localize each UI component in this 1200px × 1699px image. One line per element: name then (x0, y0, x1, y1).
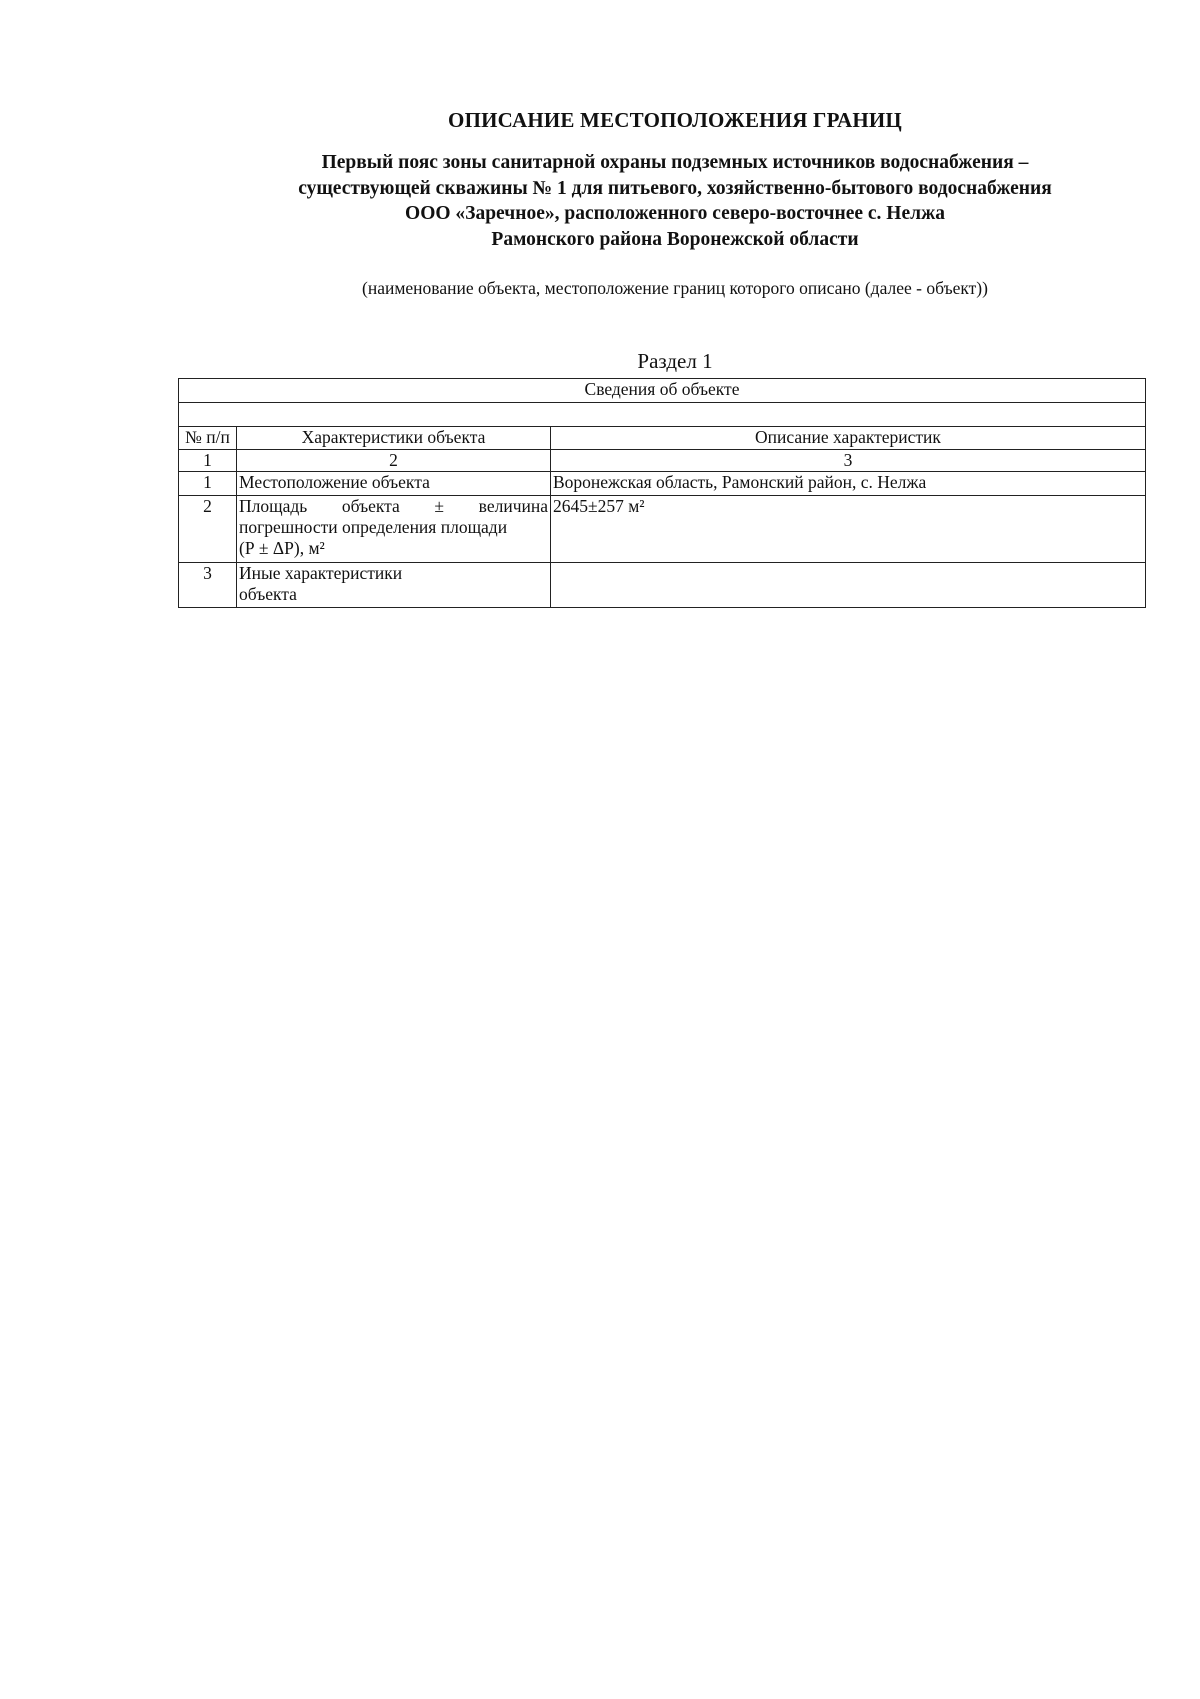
subtitle-line: ООО «Заречное», расположенного северо-восточнее с. Нелжа (405, 203, 945, 224)
table-header-row (179, 379, 1146, 403)
table-header: Сведения об объекте (179, 379, 1146, 403)
object-info-table (178, 378, 1146, 608)
column-index: 3 (551, 450, 1146, 472)
row-characteristic (237, 496, 551, 563)
column-header-characteristic: Характеристики объекта (237, 427, 551, 450)
column-header-num: № п/п (179, 427, 237, 450)
characteristic-line: Местоположение объекта (239, 472, 430, 492)
row-description: Воронежская область, Рамонский район, с. Нелжа (551, 472, 1146, 496)
row-num: 1 (179, 472, 237, 496)
characteristic-line: погрешности определения площади (239, 517, 508, 537)
subtitle-line: Первый пояс зоны санитарной охраны подземных источников водоснабжения – (321, 152, 1029, 173)
column-index: 2 (237, 450, 551, 472)
table-blank-cell (179, 403, 1146, 427)
characteristic-line: Площадь объекта ± величина (239, 496, 548, 516)
row-characteristic (237, 563, 551, 608)
characteristic-line: Иные характеристики (239, 563, 403, 583)
characteristic-line: (Р ± ΔР), м² (239, 538, 325, 558)
characteristic-line: объекта (239, 584, 297, 604)
document-title: ОПИСАНИЕ МЕСТОПОЛОЖЕНИЯ ГРАНИЦ (448, 108, 902, 132)
section-label: Раздел 1 (637, 349, 713, 373)
column-header-description: Описание характеристик (551, 427, 1146, 450)
row-description: 2645±257 м² (551, 496, 1146, 563)
column-index: 1 (179, 450, 237, 472)
table-blank-row (179, 403, 1146, 427)
row-characteristic (237, 472, 551, 496)
table-column-index-row (179, 450, 1146, 472)
subtitle-line: Рамонского района Воронежской области (491, 228, 859, 250)
table-row (179, 563, 1146, 608)
table-column-headers (179, 427, 1146, 450)
document-subtitle (0, 150, 1200, 252)
table-row (179, 472, 1146, 496)
row-description (551, 563, 1146, 608)
table-row (179, 496, 1146, 563)
row-num: 3 (179, 563, 237, 608)
object-caption: (наименование объекта, местоположение границ которого описано (далее - объект)) (362, 278, 988, 298)
row-num: 2 (179, 496, 237, 563)
subtitle-line: существующей скважины № 1 для питьевого, хозяйственно-бытового водоснабжения (298, 177, 1052, 199)
